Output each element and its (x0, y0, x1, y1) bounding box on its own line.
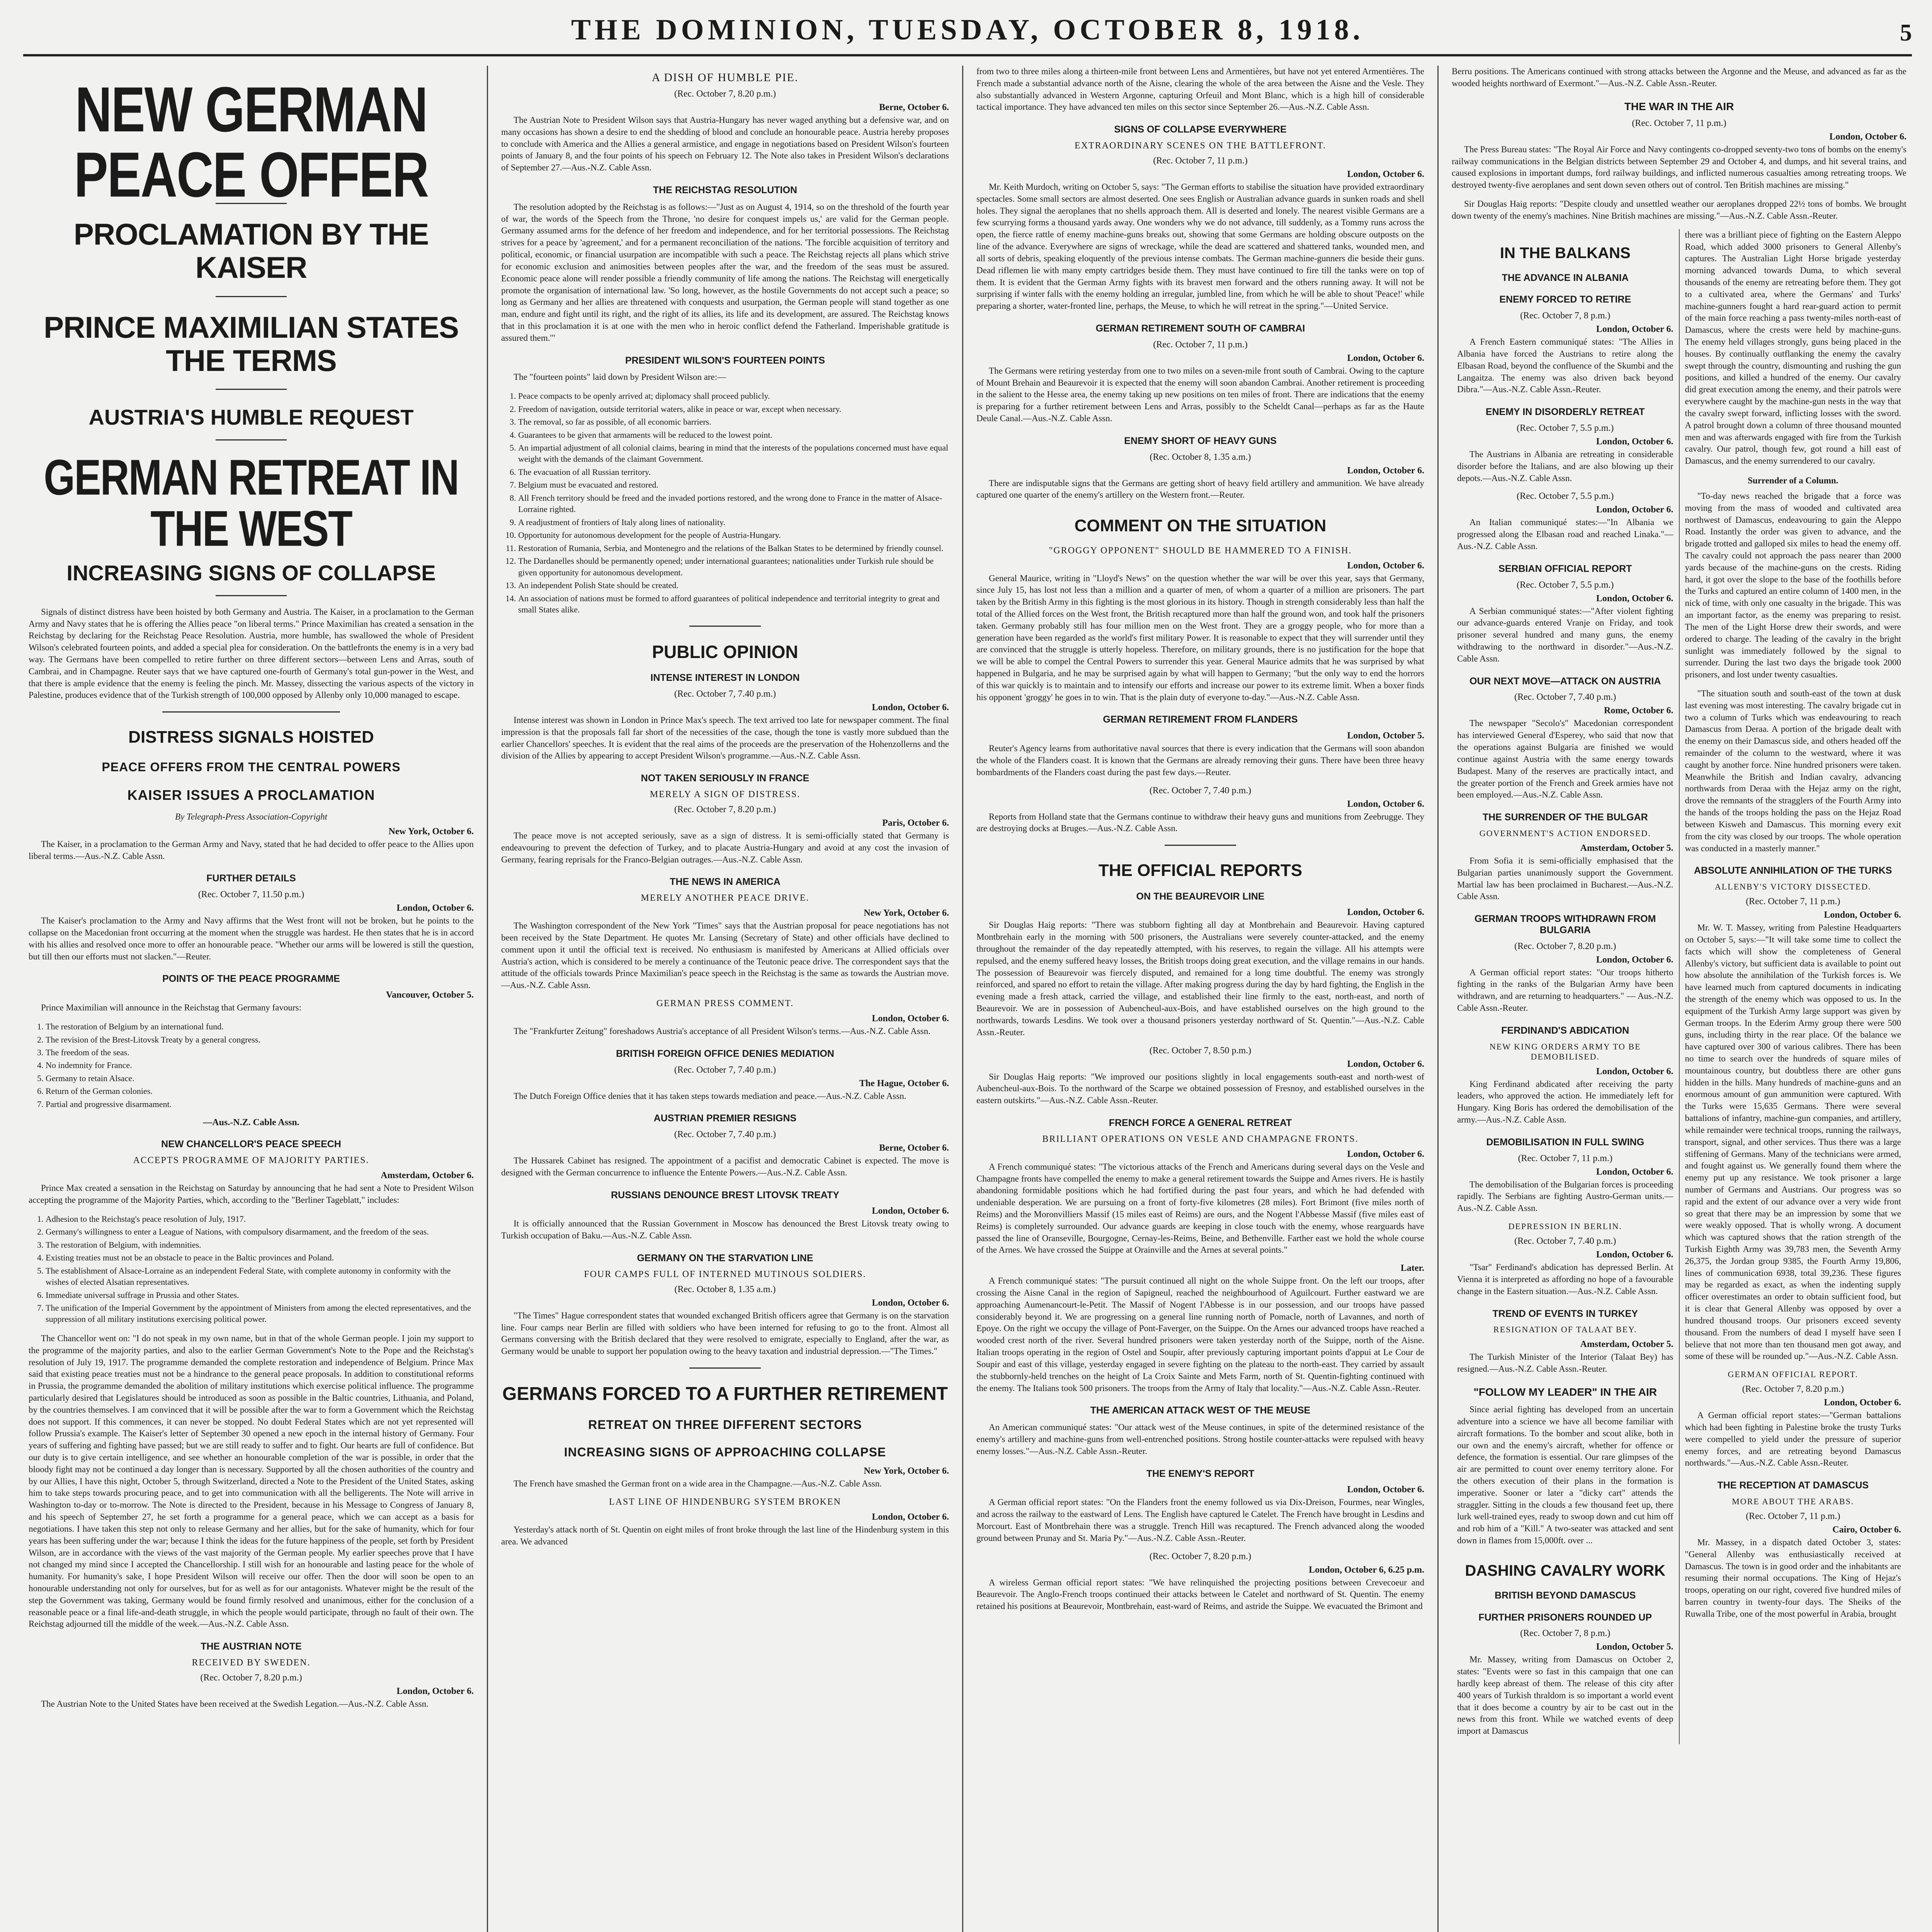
received-date: (Rec. October 8, 1.35 a.m.) (674, 1284, 776, 1294)
list-item: 2. Freedom of navigation, outside territorial waters, alike in peace or war, except when necessary. (518, 403, 949, 415)
hindenburg-headline: LAST LINE OF HINDENBURG SYSTEM BROKEN (609, 1497, 841, 1507)
article-paragraph: Prince Maximilian will announce in the Reichstag that Germany favours: (41, 1003, 301, 1013)
article-paragraph: A French communiqué states: "The pursuit continued all night on the whole Suippe front. On the left our troops, after crossing the Aisne Canal in the region of Sapigneul, reached the neighbourhood of Aguilcourt. Further eastward we are approaching Aumenancourt-le-Petit. The Massif of Nogent l'Abbesse is in our possession, and our troops have passed considerably beyond it. We are progressing on a general line running north of Pomacle, north of Lavannes, and north of Epoye. On the right we occupy the village of Pont-Faverger, on the Suippe. On the Arnes our advanced troops have reached a wooded crest north of the river. Several hundred prisoners were taken yesterday north of the Suippe, north of the Aisne. Italian troops operating in the region of Ostel and Soupir, after previously capturing important points d'appui at Le Cour de Soupir and east of this village, yesterday engaged in severe fighting on the plateau to the north-east. They carried by assault the stubbornly-held trenches on the height of La Croix Sainte and Mets Farm, north of St. Quentin-fighting continued with the enemy. The Italians took 500 prisoners. The troops from the Army of Italy that locality."—Aus.-N.Z. Cable Assn.-Reuter. (976, 1276, 1424, 1393)
dateline-place: London, October 6. (1347, 1149, 1424, 1159)
list-item: 4. No indemnity for France. (46, 1060, 474, 1071)
article-paragraph: A French communiqué states: "The victorious attacks of the French and Americans during several days on the Vesle and Champagne fronts have compelled the enemy to make a general retirement towards the Suippe and Arnes rivers. He is hastily abandoning formidable positions which he had fortified during the past four years, and which he had defended with undeniable desperation. We are pursuing on a front of forty-five kilometres (28 miles). Fort Brimont (five miles north of Reims) and the Moronvilliers Massif (15 miles east of Reims) are ours, and the Nogent l'Abbesse Massif (five miles east of Reims) is completely surrounded. Our advance guards are keeping in close touch with the enemy, whose rearguards have passed the line of Oranseville, Bourgogne, Cernay-les-Reims, Beine, and Bethenville. Farther east we hold the whole course of the Arnes. We have crossed the Suippe at Orainville and the Arnes at several points." (976, 1162, 1424, 1255)
received-date: (Rec. October 7, 8.20 p.m.) (1149, 1551, 1252, 1561)
dateline-place: London, October 6. (1824, 1398, 1901, 1408)
list-item: 1. Adhesion to the Reichstag's peace resolution of July, 1917. (46, 1213, 474, 1225)
collapse-subhead: EXTRAORDINARY SCENES ON THE BATTLEFRONT. (1075, 141, 1326, 151)
dateline-place: London, October 6. (872, 702, 949, 713)
dateline-place: London, October 6. (1596, 593, 1673, 604)
article-paragraph: The Kaiser, in a proclamation to the German Army and Navy, stated that he had decided to offer peace to the Allies upon liberal terms.—Aus.-N.Z. Cable Assn. (29, 839, 474, 861)
deck-proclamation: PROCLAMATION BY THE KAISER (73, 217, 429, 285)
dateline-place: London, October 6. (1347, 1059, 1424, 1069)
annihilation-subhead: ALLENBY'S VICTORY DISSECTED. (1714, 882, 1871, 892)
beaurevoir-subhead: ON THE BEAUREVOIR LINE (1136, 891, 1265, 902)
ferdinand-subhead: NEW KING ORDERS ARMY TO BE DEMOBILISED. (1489, 1041, 1641, 1061)
dateline-place: London, October 6, 6.25 p.m. (1309, 1565, 1424, 1575)
cavalry-headline: DASHING CAVALRY WORK (1465, 1562, 1665, 1579)
dateline-place: Amsterdam, October 5. (1580, 843, 1673, 853)
article-paragraph: Mr. Keith Murdoch, writing on October 5, says: "The German efforts to stabilise the situation have provided extraordinary spectacles. Some small sectors are almost deserted. One sees English or Australian advance guards in sunken roads and shell holes. They signal the aeroplanes that no shells approach them. All is deserted and lonely. The nearest visible Germans are a few scurrying forms a thousand yards away. One wonders why we do not advance, till suddenly, as a Tommy runs across the open, the fierce rattle of enemy machine-guns breaks out, showing that some Germans are holding obscure outposts on the line of the advance. Everywhere are signs of wreckage, while the dead are scattered and shattered tanks, wounded men, and all sorts of debris, speaking eloquently of the previous intense combats. The German machine-gunners die beside their guns. Dead riflemen lie with many empty cartridges beside them. They must have continued to fire till the tanks were on top of them. It is evident that the German Army fights with its bravest men forward and the others running away. It will not be surprising if winter falls with the enemy holding an irregular, jumbled line, from which he will be able to shout 'Peace!' while preparing a shorter, water-fronted line, perhaps, the Meuse, to which he will retreat in the spring."—United Service. (976, 182, 1424, 311)
article-paragraph: The "fourteen points" laid down by President Wilson are:— (514, 372, 726, 382)
divider (216, 296, 287, 297)
air-war-headline: THE WAR IN THE AIR (1624, 100, 1734, 112)
heavy-guns-headline: ENEMY SHORT OF HEAVY GUNS (1124, 435, 1277, 446)
list-item: 2. The revision of the Brest-Litovsk Treaty by a general congress. (46, 1034, 474, 1045)
article-paragraph: A French Eastern communiqué states: "The Allies in Albania have forced the Austrians to retire along the Elbasan Road, beyond the confluence of the Skumbi and the Langaitza. The enemy was also driven back beyond Dibra."—Aus.-N.Z. Cable Assn.-Reuter. (1457, 337, 1673, 395)
divider (1165, 845, 1236, 846)
received-date: (Rec. October 7, 8.20 p.m.) (674, 89, 776, 99)
list-item: 1. The restoration of Belgium by an international fund. (46, 1021, 474, 1032)
list-item: 13. An independent Polish State should be created. (518, 580, 949, 591)
reichstag-headline: THE REICHSTAG RESOLUTION (653, 185, 798, 196)
dateline-place: Paris, October 6. (882, 818, 949, 828)
divider (216, 595, 287, 596)
forced-retirement-headline: GERMANS FORCED TO A FURTHER RETIREMENT (502, 1384, 948, 1405)
article-paragraph: from two to three miles along a thirteen-mile front between Lens and Armentières, but have not yet entered Armentières. The French made a substantial advance north of the Aisne, clearing the whole of the area between the Aisne and the Vesle. They also substantially advanced in Western Argonne, capturing Orfeuil and Mont Blanc, which is a high hill of considerable tactical importance. They have advanced ten miles on this sector since September 26.—Aus.-N.Z. Cable Assn. (976, 66, 1424, 112)
list-item: 14. An association of nations must be formed to afford guarantees of political independence and territorial integrity to great and small States alike. (518, 593, 949, 616)
distress-headline: DISTRESS SIGNALS HOISTED (128, 728, 374, 747)
damascus-subhead: BRITISH BEYOND DAMASCUS (1495, 1590, 1636, 1601)
article-paragraph: The Austrians in Albania are retreating in considerable disorder before the Italians, and are also blowing up their depots.—Aus.-N.Z. Cable Assn. (1457, 449, 1673, 483)
column-3 (962, 66, 1437, 1932)
article-paragraph: "The Times" Hague correspondent states that wounded exchanged British officers agree that Germany is on the starvation line. Four camps near Berlin are filled with soldiers who have been interned for refusing to go to the front. Almost all Germans conversing with the British declared that they were resolved to emigrate, especially to England, after the war, as Germany would be unable to support her population owing to the heavy taxation and industrial depression.—"The Times." (501, 1310, 949, 1356)
article-paragraph: Since aerial fighting has developed from an uncertain adventure into a science we have all become familiar with aircraft formations. To the bomber and scout alike, both in our own and the enemy's aircraft, whether for offence or defence, the formation is essential. Our rare glimpses of the air are permitted to count over enemy territory alone. For the others execution of their plans in the formation is imperative. Sooner or later a "dicky cart" attends the straggler. Sitting in the clouds a few thousand feet up, there lurk well-trained eyes, ready to swoop down and cut him off and rob him of a "Kill." A two-seater was attacked and sent down in flames from 15,000ft. over ... (1457, 1405, 1673, 1545)
dateline-place: London, October 6. (872, 1013, 949, 1024)
list-item: 3. The freedom of the seas. (46, 1047, 474, 1058)
divider (689, 626, 761, 627)
deck-austria: AUSTRIA'S HUMBLE REQUEST (88, 405, 414, 430)
turkey-headline: TREND OF EVENTS IN TURKEY (1492, 1308, 1638, 1319)
received-date: (Rec. October 7, 5.5 p.m.) (1517, 423, 1614, 433)
public-opinion-subhead: INTENSE INTEREST IN LONDON (650, 672, 800, 684)
list-item: 11. Restoration of Rumania, Serbia, and Montenegro and the relations of the Balkan States to be determined by friendly counsel. (518, 543, 949, 554)
article-paragraph: A German official report states: "Our troops hitherto fighting in the ranks of the Bulgarian Army have been withdrawn, and are returning to headquarters." — Aus.-N.Z. Cable Assn.-Reuter. (1457, 967, 1673, 1013)
dateline-place: London, October 6. (1596, 954, 1673, 965)
starvation-headline: GERMANY ON THE STARVATION LINE (637, 1253, 813, 1264)
article-paragraph: The Germans were retiring yesterday from one to two miles on a seven-mile front south of Cambrai. Owing to the capture of Mount Brehain and Beaurevoir it is expected that the enemy will soon abandon Cambrai. Another retirement is proceeding in the salient to the Hesse area, the enemy taking up new positions on ten miles of front. There are indications that the enemy is preparing for a further retirement between Lens and Arras, possibly to the Scheldt Canal—perhaps as far as the Haute Deule Canal.—Aus.-N.Z. Cable Assn. (976, 366, 1424, 423)
points-headline: POINTS OF THE PEACE PROGRAMME (162, 973, 340, 985)
berlin-headline: DEPRESSION IN BERLIN. (1508, 1221, 1622, 1231)
article-paragraph: The French have smashed the German front on a wide area in the Champagne.—Aus.-N.Z. Cable Assn. (514, 1479, 882, 1489)
approaching-collapse-subhead: INCREASING SIGNS OF APPROACHING COLLAPSE (564, 1445, 886, 1459)
article-paragraph: General Maurice, writing in "Lloyd's News" on the question whether the war will be over this year, says that Germany, since July 15, has lost not less than a million and a quarter of men, of whom a quarter of a million are prisoners. The part taken by the British Army in this fighting is the most glorious in its history. Though in strength considerably less than half the total of the Allied forces on the West front, the British recaptured more than half the ground won, and took half the prisoners taken. Germany probably still has four million men on the West front. They are a groggy people, who for more than a generation have been regarded as the world's first military Power. It is reasonable to expect that they will surrender until they are convinced that the struggle is utterly hopeless. Therefore, on military grounds, there is no justification for the hope that we will be able to compel the Central Powers to surrender this year. General Maurice admits that he was surprised by what happened in Bulgaria, and he may be surprised again by what will happen to Germany; "but the only way to end the horrors of this war quickly is to maintain and to intensify our efforts and increase our power to its extreme limit. When a boxer finds his opponent 'groggy' he goes in to win. That is the plain duty of everyone to-day."—Aus.-N.Z. Cable Assn. (976, 573, 1424, 702)
three-sectors-subhead: RETREAT ON THREE DIFFERENT SECTORS (588, 1417, 862, 1432)
dateline-place: London, October 6. (872, 1206, 949, 1216)
dateline-place: Amsterdam, October 6. (381, 1170, 474, 1181)
dateline-place: London, October 6. (1347, 907, 1424, 918)
article-paragraph: The peace move is not accepted seriously, save as a sign of distress. It is semi-officially stated that Germany is endeavouring to prevent the defection of Turkey, and to placate Austria-Hungary and avoid at any cost the invasion of Germany, fearing reprisals for the Franco-Belgian outrages.—Aus.-N.Z. Cable Assn. (501, 830, 949, 864)
article-paragraph: A Serbian communiqué states:—"After violent fighting our advance-guards entered Vranje on Friday, and took prisoner several hundred and many guns, the enemy withdrawing to the northward in disorder."—Aus.-N.Z. Cable Assn. (1457, 606, 1673, 663)
dateline-place: London, October 6. (1596, 1250, 1673, 1260)
list-item: 4. Guarantees to be given that armaments will be reduced to the lowest point. (518, 429, 949, 440)
bulgar-headline: THE SURRENDER OF THE BULGAR (1482, 812, 1648, 823)
masthead (23, 12, 1912, 56)
list-item: 6. The evacuation of all Russian territory. (518, 466, 949, 478)
serbian-headline: SERBIAN OFFICIAL REPORT (1498, 563, 1632, 574)
peace-points-list (29, 1021, 474, 1110)
article-paragraph: Sir Douglas Haig reports: "Despite cloudy and unsettled weather our aeroplanes dropped 22½ tons of bombs. We brought down twenty of the enemy's machines. Nine British machines are missing."—Aus.-N.Z. Cable Assn.-Reuter. (1452, 199, 1906, 221)
dateline-place: Amsterdam, October 5. (1580, 1339, 1673, 1350)
dateline-place: Cairo, October 6. (1832, 1524, 1901, 1535)
dateline-place: London, October 6. (1596, 1167, 1673, 1177)
dateline-place: London, October 6. (1347, 353, 1424, 363)
two-column-section (1452, 229, 1906, 1744)
article-paragraph: The Dutch Foreign Office denies that it has taken steps towards mediation and peace.—Aus.-N.Z. Cable Assn. (514, 1091, 906, 1101)
list-item: 7. Partial and progressive disarmament. (46, 1099, 474, 1110)
list-item: 5. Germany to retain Alsace. (46, 1073, 474, 1084)
column-2 (487, 66, 962, 1932)
article-paragraph: An American communiqué states: "Our attack west of the Meuse continues, in spite of the determined resistance of the enemy's artillery and machine-guns from well-entrenched positions. Strong hostile counter-attacks were repulsed with heavy enemy losses."—Aus.-N.Z. Cable Assn.-Reuter. (976, 1422, 1424, 1456)
bulgaria-withdrawal-headline: GERMAN TROOPS WITHDRAWN FROM BULGARIA (1475, 913, 1656, 935)
list-item: 2. Germany's willingness to enter a League of Nations, with compulsory disarmament, and the freedom of the seas. (46, 1226, 474, 1237)
article-paragraph: "The situation south and south-east of the town at dusk last evening was most interesting. The cavalry brigade cut in two a column of Turks which was endeavouring to reach Damascus from Deraa. A portion of the brigade dealt with the enemy on their Damascus side, and others headed off the remainder of the column to the westward, where it was caught by another force. Nine hundred prisoners were taken. Meanwhile the British and Indian cavalry, advancing northwards from Deraa with the Hejaz army on the right, drove the remnants of the stragglers of the Fourth Army into the hands of the troops holding the pass on the Hejaz Road between Kisweh and Damascus. This morning every exit from the city was closed by our troops. The whole operation was conducted in a masterly manner." (1685, 688, 1901, 853)
dateline-place: London, October 6. (1347, 1485, 1424, 1495)
retire-headline: ENEMY FORCED TO RETIRE (1499, 294, 1631, 305)
premier-headline: AUSTRIAN PREMIER RESIGNS (653, 1113, 797, 1124)
foreign-office-headline: BRITISH FOREIGN OFFICE DENIES MEDIATION (616, 1048, 834, 1059)
article-paragraph: The resolution adopted by the Reichstag is as follows:—"Just as on August 4, 1914, so on the threshold of the fourth year of war, the words of the Speech from the Throne, 'no desire for conquest impels us,' are valid for the German people. Germany assumed arms for the defence of her freedom and independence, and for her territorial possessions. The Reichstag strives for a peace by 'agreement,' and for a permanent reconciliation of the nations. 'The forcible acquisition of territory and political, economic, or financial usurpation are incompatible with such a peace. The Reichstag rejects all plans which strive for economic exclusion and animosities between peoples after the war, and the freedom of the seas must be assured. Economic peace alone will render possible a friendly community of life among the nations. The Reichstag will energetically promote the organisation of international law. 'So long, however, as the hostile Governments do not accept such a peace; so long as Germany and her allies are threatened with conquests and usurpation, the German people will stand together as one man, endure and fight until its right, and the right of its allies, its life and its development, are assured. The Reichstag knows that in this proclamation it is at one with the men who in heroic conflict defend the Fatherland. Imperishable gratitude is assured them.'" (501, 202, 949, 343)
deck-maximilian: PRINCE MAXIMILIAN STATES THE TERMS (44, 310, 459, 378)
page-number: 5 (1900, 20, 1912, 46)
france-headline: NOT TAKEN SERIOUSLY IN FRANCE (641, 773, 810, 784)
received-date: (Rec. October 7, 8 p.m.) (1520, 311, 1611, 321)
summary-paragraph: Signals of distinct distress have been hoisted by both Germany and Austria. The Kaiser, in a proclamation to the German Army and Navy states that he is offering the Allies peace "on liberal terms." Prince Maximilian has created a sensation in the Reichstag by declaring for the Reichstag Peace Resolution. Austria, more humble, has swallowed the whole of President Wilson's celebrated fourteen points, and added a special plea for consideration. On the battlefronts the enemy is in a very bad way. The Germans have been compelled to retire further on three different sectors—between Lens and Arras, south of Cambrai, and in Champagne. Reuter says that we have captured one-fourth of Germany's total gun-power in the West, and that there is ample evidence that the enemy is feeling the pinch. Mr. Massey, dissecting the various aspects of the victory in Palestine, produces evidence that of the Turkish strength of 100,000 opposed by Allenby only 10,000 managed to escape. (29, 607, 474, 700)
french-retreat-headline: FRENCH FORCE A GENERAL RETREAT (1109, 1117, 1292, 1128)
article-paragraph: Reports from Holland state that the Germans continue to withdraw their heavy guns and munitions from Zeebrugge. They are destroying docks at Bruges.—Aus.-N.Z. Cable Assn. (976, 811, 1424, 833)
article-paragraph: there was a brilliant piece of fighting on the Eastern Aleppo Road, which added 3000 prisoners to General Allenby's captures. The Australian Light Horse brigade yesterday morning advanced towards Duma, to which several thousands of the enemy are retreating before them. They got to a cultivated area, where the Germans' and Turks' machine-gunners fought a hard rear-guard action to permit of the main force reaching a pass twenty-miles north-east of Damascus, where the crests were held by machine-guns. The enemy held villages strongly, guns being placed in the houses. By continually outflanking the enemy the cavalry swept through the country, dismounting and rushing the gun positions, and killed a hundred of the enemy. Our cavalry did great execution among the enemy, and their patrols were everywhere caught by the machine-gun nests in the way that the cavalry swept forward, inflicting losses with the sword. A patrol brought down a column of three thousand mounted men and was afterwards engaged with fire from the Turkish cavalry. Our patrol, though few, got round a hill east of Damascus, and the enemy surrendered to our cavalry. (1685, 230, 1901, 466)
dateline-place: Rome, October 6. (1604, 706, 1673, 716)
article-paragraph: An Italian communiqué states:—"In Albania we progressed along the Elbasan road and reached Linaka."—Aus.-N.Z. Cable Assn. (1457, 517, 1673, 551)
received-date: (Rec. October 7, 5.5 p.m.) (1517, 491, 1614, 502)
public-opinion-headline: PUBLIC OPINION (652, 641, 798, 662)
austrian-note-headline: THE AUSTRIAN NOTE (201, 1641, 302, 1652)
kaiser-headline: KAISER ISSUES A PROCLAMATION (127, 787, 375, 803)
dateline-place: London, October 6. (872, 1298, 949, 1308)
column-1 (15, 66, 487, 1932)
reception-headline: THE RECEPTION AT DAMASCUS (1717, 1480, 1869, 1491)
main-headline: NEW GERMAN PEACE OFFER (74, 74, 429, 210)
dateline-place: New York, October 6. (388, 826, 474, 837)
dateline-place: London, October 5. (1596, 1642, 1673, 1652)
divider (216, 439, 287, 440)
france-subhead: MERELY A SIGN OF DISTRESS. (650, 789, 801, 799)
albania-subhead: THE ADVANCE IN ALBANIA (1502, 272, 1629, 283)
article-paragraph: Reuter's Agency learns from authoritative naval sources that there is every indication that the Germans will soon abandon the whole of the Flanders coast. It is known that the Germans are already removing their guns. There have been three heavy bombardments of the Flanders coast during the past few days.—Reuter. (976, 743, 1424, 777)
dateline-place: The Hague, October 6. (859, 1078, 949, 1088)
received-date: (Rec. October 8, 1.35 a.m.) (1150, 452, 1251, 462)
fourteen-points-headline: PRESIDENT WILSON'S FOURTEEN POINTS (625, 355, 825, 366)
dateline-place: London, October 6. (1829, 131, 1906, 142)
article-paragraph: The Turkish Minister of the Interior (Talaat Bey) has resigned.—Aus.-N.Z. Cable Assn.-Reuter. (1457, 1352, 1673, 1374)
russians-headline: RUSSIANS DENOUNCE BREST LITOVSK TREATY (611, 1189, 839, 1201)
dateline-place: London, October 6. (872, 1512, 949, 1522)
article-paragraph: The demobilisation of the Bulgarian forces is proceeding rapidly. The Serbians are fighting Austro-German units.—Aus.-N.Z. Cable Assn. (1457, 1179, 1673, 1213)
article-paragraph: From Sofia it is semi-officially emphasised that the Bulgarian parties unanimously support the Government. Martial law has been proclaimed in Bucharest.—Aus.-N.Z. Cable Assn. (1457, 855, 1673, 901)
received-date: (Rec. October 7, 8.20 p.m.) (674, 804, 776, 815)
newspaper-title: THE DOMINION, TUESDAY, OCTOBER 8, 1918. (571, 14, 1364, 46)
collapse-headline: SIGNS OF COLLAPSE EVERYWHERE (1114, 124, 1287, 135)
received-date: (Rec. October 7, 8 p.m.) (1520, 1628, 1611, 1639)
later-label: Later. (1400, 1263, 1424, 1274)
further-headline: FURTHER DETAILS (206, 873, 296, 884)
deck-retreat: GERMAN RETREAT IN THE WEST (44, 449, 459, 557)
received-date: (Rec. October 7, 8.20 p.m.) (1514, 941, 1616, 951)
article-paragraph: Mr. Massey, in a dispatch dated October 3, states: "General Allenby was enthusiastically received at Damascus. The town is in good order and the inhabitants are resuming their normal occupations. The King of Hejaz's troops, operating on our right, covered five hundred miles of barren country in twenty-four days. The Sheiks of the Ruwalla Tribe, one of the most powerful in Arabia, brought (1685, 1537, 1901, 1619)
article-paragraph: Berru positions. The Americans continued with strong attacks between the Argonne and the Meuse, and advanced as far as the wooded heights northward of Exermont."—Aus.-N.Z. Cable Assn.-Reuter. (1452, 66, 1906, 88)
dateline-place: London, October 6. (396, 1686, 474, 1696)
dateline-place: London, October 6. (1596, 1066, 1673, 1077)
dateline-place: London, October 6. (1824, 910, 1901, 920)
austrian-note-subhead: RECEIVED BY SWEDEN. (192, 1657, 311, 1668)
list-item: 3. The removal, so far as possible, of all economic barriers. (518, 416, 949, 427)
comment-headline: COMMENT ON THE SITUATION (1074, 516, 1327, 536)
received-date: (Rec. October 7, 7.40 p.m.) (1149, 785, 1252, 796)
starvation-subhead: FOUR CAMPS FULL OF INTERNED MUTINOUS SOLDIERS. (584, 1269, 866, 1279)
divider (216, 389, 287, 390)
follow-leader-headline: "FOLLOW MY LEADER" IN THE AIR (1473, 1386, 1657, 1398)
annihilation-headline: ABSOLUTE ANNIHILATION OF THE TURKS (1694, 865, 1892, 876)
dateline-place: London, October 5. (1347, 731, 1424, 741)
dateline-place: Vancouver, October 5. (386, 990, 474, 1000)
article-paragraph: There are indisputable signs that the Germans are getting short of heavy field artillery and ammunition. We have already captured one quarter of the enemy's artillery on the Western front.—Reuter. (976, 478, 1424, 500)
chancellor-headline: NEW CHANCELLOR'S PEACE SPEECH (161, 1139, 341, 1150)
article-paragraph: Mr. W. T. Massey, writing from Palestine Headquarters on October 5, says:—"It will take some time to collect the facts which will show the completeness of General Allenby's victory, but sufficient data is available to point out how absolute the annihilation of the Turkish forces is. We have learned much from captured documents in indicating the strength of the enemy which was opposed to us. In the equipment of the Turkish Army large support was given by German troops. In the Ederim Army group there were 500 guns, including thirty in the rear place. Of the balance we have captured over 300 of various calibres. There has been no time to search over the hundreds of square miles of mountainous country, but doubtless there are other guns hidden in the hills. Many hundreds of machine-guns and an enormous amount of gun ammunition were captured. With the Turks were 15,635 Germans. There were several battalions of infantry, machine-gun companies, and artillery, while remainder were technical troops, running the railways, transport, signal, and other services. Thus there was a large stiffening of Germans. Many of the technicians were armed, and fought against us. We generally found them where the enemy put up any resistance. We took prisoner a large number of Germans and Austrians. Our progress was so rapid and the extent of our advance over a very wide front so great that there may be an impression by some that we were weakly opposed. That is wholly wrong. A document which was captured shows that the ration strength of the Turkish Eighth Army was 39,783 men, the Seventh Army 26,375, the Jordan group 9385, the Fourth Army 19,806, lines of communication 6938, total 39,236. These figures may be regarded as exact, as when the indenting supply officer overestimates an order to obtain sufficient food, but it is clear that General Allenby was opposed by over a hundred thousand troops. Our prisoners exceed seventy thousand. From the numbers of dead I myself have seen I believe that not more than ten thousand men got away, and some of these will be rounded up."—Aus.-N.Z. Cable Assn. (1685, 923, 1901, 1361)
dateline-place: London, October 6. (1347, 799, 1424, 809)
sub-column-right (1679, 229, 1907, 1744)
list-item: 3. The restoration of Belgium, with indemnities. (46, 1239, 474, 1250)
article-paragraph: The newspaper "Secolo's" Macedonian correspondent has interviewed General d'Esperey, who said that now that the operations against Bulgaria are finished we would continue against Austria with the same energy towards Budapest. Many of the reserves are practically intact, and the greater portion of the French and Greek armies have not been employed.—Aus.-N.Z. Cable Assn. (1457, 718, 1673, 800)
article-paragraph: Intense interest was shown in London in Prince Max's speech. The text arrived too late for newspaper comment. The final impression is that the proposals fall far short of the necessities of the case, though the tone is vastly more subdued than the earlier Chancellors' speeches. It is evident that the real aims of the proceeds are the preservation of the Hohenzollerns and the division of the Allies by appearing to accept President Wilson's programme.—Aus.-N.Z. Cable Assn. (501, 715, 949, 761)
received-date: (Rec. October 7, 11 p.m.) (1153, 156, 1248, 166)
article-paragraph: King Ferdinand abdicated after receiving the party leaders, who approved the action. He immediately left for Hungary. King Boris has ordered the demobilisation of the army.—Aus.-N.Z. Cable Assn. (1457, 1079, 1673, 1125)
dateline-place: London, October 6. (1347, 560, 1424, 571)
surrender-subhead: Surrender of a Column. (1748, 475, 1838, 485)
article-paragraph: The Austrian Note to the United States have been received at the Swedish Legation.—Aus.-N.Z. Cable Assn. (41, 1699, 429, 1709)
chancellor-subhead: ACCEPTS PROGRAMME OF MAJORITY PARTIES. (133, 1155, 369, 1166)
deck-collapse: INCREASING SIGNS OF COLLAPSE (66, 561, 436, 585)
america-subhead: MERELY ANOTHER PEACE DRIVE. (641, 893, 810, 903)
disorderly-headline: ENEMY IN DISORDERLY RETREAT (1485, 406, 1645, 418)
list-item: 1. Peace compacts to be openly arrived at; diplomacy shall proceed publicly. (518, 390, 949, 401)
america-headline: THE NEWS IN AMERICA (670, 876, 781, 888)
dateline-place: London, October 6. (1347, 465, 1424, 476)
article-paragraph: The Press Bureau states: "The Royal Air Force and Navy contingents co-dropped seventy-two tons of bombs on the enemy's railway communications in the Belgian districts between September 29 and October 4, and dumps, and hit several trains, and caused explosions in important dumps, ford railway buildings, and inflicted numerous casualties among retreating troops. We destroyed twenty-five aeroplanes and sent down seven others out of control. Ten British machines are missing." (1452, 144, 1906, 190)
cambrai-headline: GERMAN RETIREMENT SOUTH OF CAMBRAI (1095, 323, 1305, 334)
flanders-headline: GERMAN RETIREMENT FROM FLANDERS (1103, 714, 1298, 725)
french-retreat-subhead: BRILLIANT OPERATIONS ON VESLE AND CHAMPAGNE FRONTS. (1042, 1134, 1359, 1144)
distress-subhead: PEACE OFFERS FROM THE CENTRAL POWERS (102, 760, 401, 774)
article-paragraph: The Washington correspondent of the New York "Times" says that the Austrian proposal for peace negotiations has not been received by the State Department. He quotes Mr. Lansing (Secretary of State) and other officials have declined to comment upon it until the official text is received. No enthusiasm is manifested by Americans at Allied officials over Austria's action, which is considered to be merely a continuance of the Teutonic peace drive. The correspondent says that the attitude of the officials towards Prince Maximilian's peace speech in the Reichstag is the same as towards the Austrian move.—Aus.-N.Z. Cable Assn. (501, 921, 949, 990)
article-paragraph: "To-day news reached the brigade that a force was moving from the mass of wooded and cultivated area northwest of Damascus, endeavouring to gain the Aleppo Road. Instantly the order was given to advance, and the brigade trotted and galloped six miles to head the enemy off. The cavalry could not approach the pass nearer than 2000 yards because of the machine-guns on the crests. Riding hard, it got over the slope to the base of the foothills before the Turks and captured an entire column of 1400 men, in the nick of time, with only one casualty in the brigade. This was an important factor, as the enemy was preparing to resist. The men of the Light Horse drew their swords, and were ordered to charge. The leading of the cavalry in the bright sunlight was immediately followed by the signal to surrender. During the last two days the brigade took 2000 prisoners, and lost under twenty casualties. (1685, 491, 1901, 680)
turkey-subhead: RESIGNATION OF TALAAT BEY. (1493, 1325, 1637, 1335)
article-paragraph: "Tsar" Ferdinand's abdication has depressed Berlin. At Vienna it is interpreted as affording no hope of a favourable change in the Eastern situation.—Aus.-N.Z. Cable Assn. (1457, 1262, 1673, 1296)
dateline-place: London, October 6. (396, 903, 474, 913)
next-move-headline: OUR NEXT MOVE—ATTACK ON AUSTRIA (1469, 675, 1661, 687)
agency-sign: —Aus.-N.Z. Cable Assn. (203, 1117, 299, 1128)
balkans-headline: IN THE BALKANS (1500, 244, 1631, 262)
divider (689, 1367, 761, 1369)
demobilisation-headline: DEMOBILISATION IN FULL SWING (1486, 1136, 1645, 1148)
received-date: (Rec. October 7, 11 p.m.) (1632, 118, 1726, 128)
dateline-place: London, October 6. (1596, 505, 1673, 515)
article-paragraph: Sir Douglas Haig reports: "We improved our positions slightly in local engagements south-east and north-west of Aubencheul-aux-Bois. To the northward of the Scarpe we obtained possession of Fresnoy, and established ourselves in the eastern outskirts."—Aus.-N.Z. Cable Assn.-Reuter. (976, 1071, 1424, 1105)
meuse-headline: THE AMERICAN ATTACK WEST OF THE MEUSE (1090, 1405, 1311, 1416)
enemy-report-headline: THE ENEMY'S REPORT (1146, 1468, 1255, 1479)
divider (162, 711, 340, 713)
article-paragraph: Sir Douglas Haig reports: "There was stubborn fighting all day at Montbrehain and Beaurevoir. Having captured Montbrehain early in the morning with 500 prisoners, the Australians were severely counter-attacked, and the enemy throughout the remainder of the day repeatedly attempted, with his reserves, to regain the village. All his attempts were repulsed, and the enemy suffered heavy losses, the British troops doing great execution, and the village remains in our hands. The possession of Beaurevoir was fiercely disputed, and remained for a long time doubtful. The enemy was strongly reinforced, and spared no effort to retain the village. After making progress during the day by hard fighting, the English in the evening made a fresh attack, carried the village, and established their line firmly to the east, north-east, and north of Beaurevoir. We are in possession of Aubencheul-aux-Bois, and have established ourselves on the high ground to the northwards, towards Lesdins. We took over a thousand prisoners yesterday northward of St. Quentin."—Aus.-N.Z. Cable Assn.-Reuter. (976, 920, 1424, 1037)
list-item: 12. The Dardanelles should be permanently opened; under international guarantees; nationalities under Turkish rule should be given opportunity for autonomous development. (518, 555, 949, 578)
prisoners-subhead: FURTHER PRISONERS ROUNDED UP (1478, 1612, 1652, 1623)
list-item: 5. The establishment of Alsace-Lorraine as an independent Federal State, with complete autonomy in conformity with the wishes of elected Alsatian representatives. (46, 1265, 474, 1288)
article-paragraph: The Hussarek Cabinet has resigned. The appointment of a pacifist and democratic Cabinet is expected. The move is designed with the German concurrence to influence the Entente Powers.—Aus.-N.Z. Cable Assn. (501, 1156, 949, 1177)
dateline-place: New York, October 6. (864, 908, 949, 918)
dateline-place: London, October 6. (1596, 437, 1673, 447)
received-date: (Rec. October 7, 8.20 p.m.) (200, 1672, 302, 1683)
article-paragraph: It is officially announced that the Russian Government in Moscow has denounced the Brest Litovsk treaty owing to Turkish occupation of Baku.—Aus.-N.Z. Cable Assn. (501, 1219, 949, 1241)
sub-column-left (1452, 229, 1679, 1744)
received-date: (Rec. October 7, 8.50 p.m.) (1149, 1045, 1252, 1056)
article-paragraph: The Austrian Note to President Wilson says that Austria-Hungary has never waged anything but a defensive war, and on many occasions has shown a desire to end the shedding of blood and conclude an honourable peace. Austria hereby proposes to conclude with America and the Allies a general armistice, and engage in negotiations based on President Wilson's fourteen points of January 8, and the four points of his speech on February 12. The Note also takes in President Wilson's declarations of September 27.—Aus.-N.Z. Cable Assn. (501, 115, 949, 173)
german-press-headline: GERMAN PRESS COMMENT. (656, 998, 794, 1009)
article-paragraph: A German official report states: "On the Flanders front the enemy followed us via Dix-Dreison, Fourmes, near Wingles, and across the railway to the eastward of Lens. The English have captured le Catelet. The French have brought in Lesdins and Morcourt. East of Montbrehain there was a struggle. Trench Hill was recaptured. The French advanced along the wooded ground between Prunay and St. Maria Py."—Aus.-N.Z. Cable Assn.-Reuter. (976, 1497, 1424, 1543)
list-item: 6. Return of the German colonies. (46, 1085, 474, 1097)
column-4 (1437, 66, 1920, 1932)
list-item: 8. All French territory should be freed and the invaded portions restored, and the wrong done to France in the matter of Alsace-Lorraine righted. (518, 492, 949, 515)
dateline-place: Berne, October 6. (879, 1143, 949, 1153)
article-paragraph: Prince Max created a sensation in the Reichstag on Saturday by announcing that he had sent a Note to President Wilson accepting the programme of the Majority Parties, which, according to the "Berliner Tageblatt," includes: (29, 1183, 474, 1205)
article-paragraph: The Kaiser's proclamation to the Army and Navy affirms that the West front will not be broken, but he points to the collapse on the Macedonian front occurring at the moment when the struggle was hardest. He then states that he is in accord with his allies and resolved once more to offer an honourable peace. "Whether our arms will be lowered is still the question, but till then our efforts must not slacken."—Reuter. (29, 916, 474, 961)
list-item: 10. Opportunity for autonomous development for the people of Austria-Hungary. (518, 529, 949, 541)
comment-subhead: "GROGGY OPPONENT" SHOULD BE HAMMERED TO A FINISH. (1049, 545, 1352, 556)
german-report-headline: GERMAN OFFICIAL REPORT. (1728, 1369, 1858, 1379)
list-item: 4. Existing treaties must not be an obstacle to peace in the Baltic provinces and Poland. (46, 1252, 474, 1263)
dateline-place: London, October 6. (1347, 169, 1424, 179)
reception-subhead: MORE ABOUT THE ARABS. (1732, 1496, 1854, 1506)
article-paragraph: The Chancellor went on: "I do not speak in my own name, but in that of the whole German people. I join my support to the programme of the majority parties, and also to the earlier German Government's Note to the Pope and the Reichstag's resolution of July 19, 1917. The programme demanded the complete restoration and independence of Belgium. Prince Max said that existing peace treaties must not be a hindrance to the general peace proposals. In addition to constitutional reforms in Prussia, the programme demanded the abolition of military institutions which exercise political influence. The programme particularly desired that Legislatures should be introduced as soon as possible in the Baltic countries, Lithuania, and Poland, by the countries themselves. I am convinced that it will be possible after the war to form a Government which the Reichstag does not support. If this commences, it can never be stopped. No doubt Federal States which are not yet represented will follow Prussia's example. The Kaiser's letter of September 30 opened a new epoch in the internal history of Germany. Four years of suffering and fighting have passed; but we are still ready to suffer and to fight. Our hearts are full of confidence. But our duty is to give certain intelligence, and see whether an honourable completion of the war is possible, in order that the bloody fight may not be continued a day longer than is necessary. Supported by all the chosen authorities of the country and by our Allies, I have this night, October 5, through Switzerland, directed a Note to the President of the United States, asking him to take steps towards procuring peace, and to get into communication with all the belligerents. The Note will arrive in Washington to-day or to-morrow. The Note is directed to the President, because in his Message to Congress of January 8, and his speech of September 27, he set forth a programme for a general peace, which we can accept as a basis for negotiations. I have taken this step not only to release Germany and her allies, but for the sake of humanity, which for four years has been suffering under the war; because I think the ideas for the future happiness of the people, set forth by President Wilson, are in accordance with the views of the vast majority of the German people. My earlier speeches prove that I have not changed my mind since I accepted the Chancellorship. I still wish for an honourable and lasting peace for the whole of humanity. For humanity's sake, I hope President Wilson will receive our offer. Then the door will soon be open to an honourable understanding not only for ourselves, but for as well as for our antagonists. Whatever might be the result of the step the Government was taking, Germany would be found firmly resolved and unanimous, either for the conclusion of a reasonable peace or a final life-and-death struggle, in which the people would participate, through no fault of their own. The Reichstag adjourned till the middle of the week.—Aus.-N.Z. Cable Assn. (29, 1333, 474, 1629)
article-paragraph: Mr. Massey, writing from Damascus on October 2, states: "Events were so fast in this campaign that one can hardly keep abreast of them. The release of this city after 400 years of Turkish thraldom is so important a world event that it does become a country by air to be cast out in the news from this front. While we watched events of deep import at Damascus (1457, 1655, 1673, 1736)
dateline-place: London, October 6. (1596, 324, 1673, 335)
article-paragraph: The "Frankfurter Zeitung" foreshadows Austria's acceptance of all President Wilson's terms.—Aus.-N.Z. Cable Assn. (514, 1026, 931, 1036)
byline: By Telegraph-Press Association-Copyright (175, 811, 327, 821)
received-date: (Rec. October 7, 11 p.m.) (1518, 1153, 1612, 1163)
dateline-place: Berne, October 6. (879, 102, 949, 112)
list-item: 5. An impartial adjustment of all colonial claims, bearing in mind that the interests of the populations concerned must have equal weight with the demands of the claimant Government. (518, 442, 949, 465)
majority-programme-list (29, 1213, 474, 1325)
received-date: (Rec. October 7, 11 p.m.) (1153, 339, 1248, 350)
received-date: (Rec. October 7, 7.40 p.m.) (674, 1065, 776, 1075)
received-date: (Rec. October 7, 7.40 p.m.) (674, 1129, 776, 1140)
article-paragraph: A German official report states:—"German battalions which had been fighting in Palestine broke the trusty Turks were compelled to yield under the pressure of superior enemy forces, and are retreating beyond Damascus northwards."—Aus.-N.Z. Cable Assn.-Reuter. (1685, 1410, 1901, 1468)
received-date: (Rec. October 7, 5.5 p.m.) (1517, 580, 1614, 590)
received-date: (Rec. October 7, 11 p.m.) (1746, 1511, 1840, 1521)
list-item: 9. A readjustment of frontiers of Italy along lines of nationality. (518, 517, 949, 528)
received-date: (Rec. October 7, 11 p.m.) (1746, 896, 1840, 907)
article-paragraph: Yesterday's attack north of St. Quentin on eight miles of front broke through the last line of the Hindenburg system in this area. We advanced (501, 1525, 949, 1547)
ferdinand-headline: FERDINAND'S ABDICATION (1501, 1025, 1629, 1036)
list-item: 7. Belgium must be evacuated and restored. (518, 479, 949, 490)
received-date: (Rec. October 7, 8.20 p.m.) (1742, 1384, 1844, 1395)
received-date: (Rec. October 7, 11.50 p.m.) (198, 889, 304, 900)
list-item: 6. Immediate universal suffrage in Prussia and other States. (46, 1289, 474, 1301)
list-item: 7. The unification of the Imperial Government by the appointment of Ministers from among the elected representatives, and the suppression of all military institutions exercising political power. (46, 1302, 474, 1325)
dateline-place: New York, October 6. (864, 1466, 949, 1476)
received-date: (Rec. October 7, 7.40 p.m.) (1514, 1236, 1616, 1247)
received-date: (Rec. October 7, 7.40 p.m.) (674, 689, 776, 699)
fourteen-points-list (501, 390, 949, 615)
received-date: (Rec. October 7, 7.40 p.m.) (1514, 692, 1616, 702)
humble-pie-headline: A DISH OF HUMBLE PIE. (651, 71, 799, 84)
official-reports-headline: THE OFFICIAL REPORTS (1098, 861, 1303, 880)
bulgar-subhead: GOVERNMENT'S ACTION ENDORSED. (1479, 828, 1651, 838)
article-paragraph: A wireless German official report states: "We have relinquished the projecting positions between Crevecoeur and Beaurevoir. The Anglo-French troops continued their attacks between le Catelet and northward of St. Quentin. The enemy retained his positions at Beaurevoir, Montbrehain, east-ward of Reims, and astride the Suippe. We evacuated the Brimont and (976, 1577, 1424, 1611)
